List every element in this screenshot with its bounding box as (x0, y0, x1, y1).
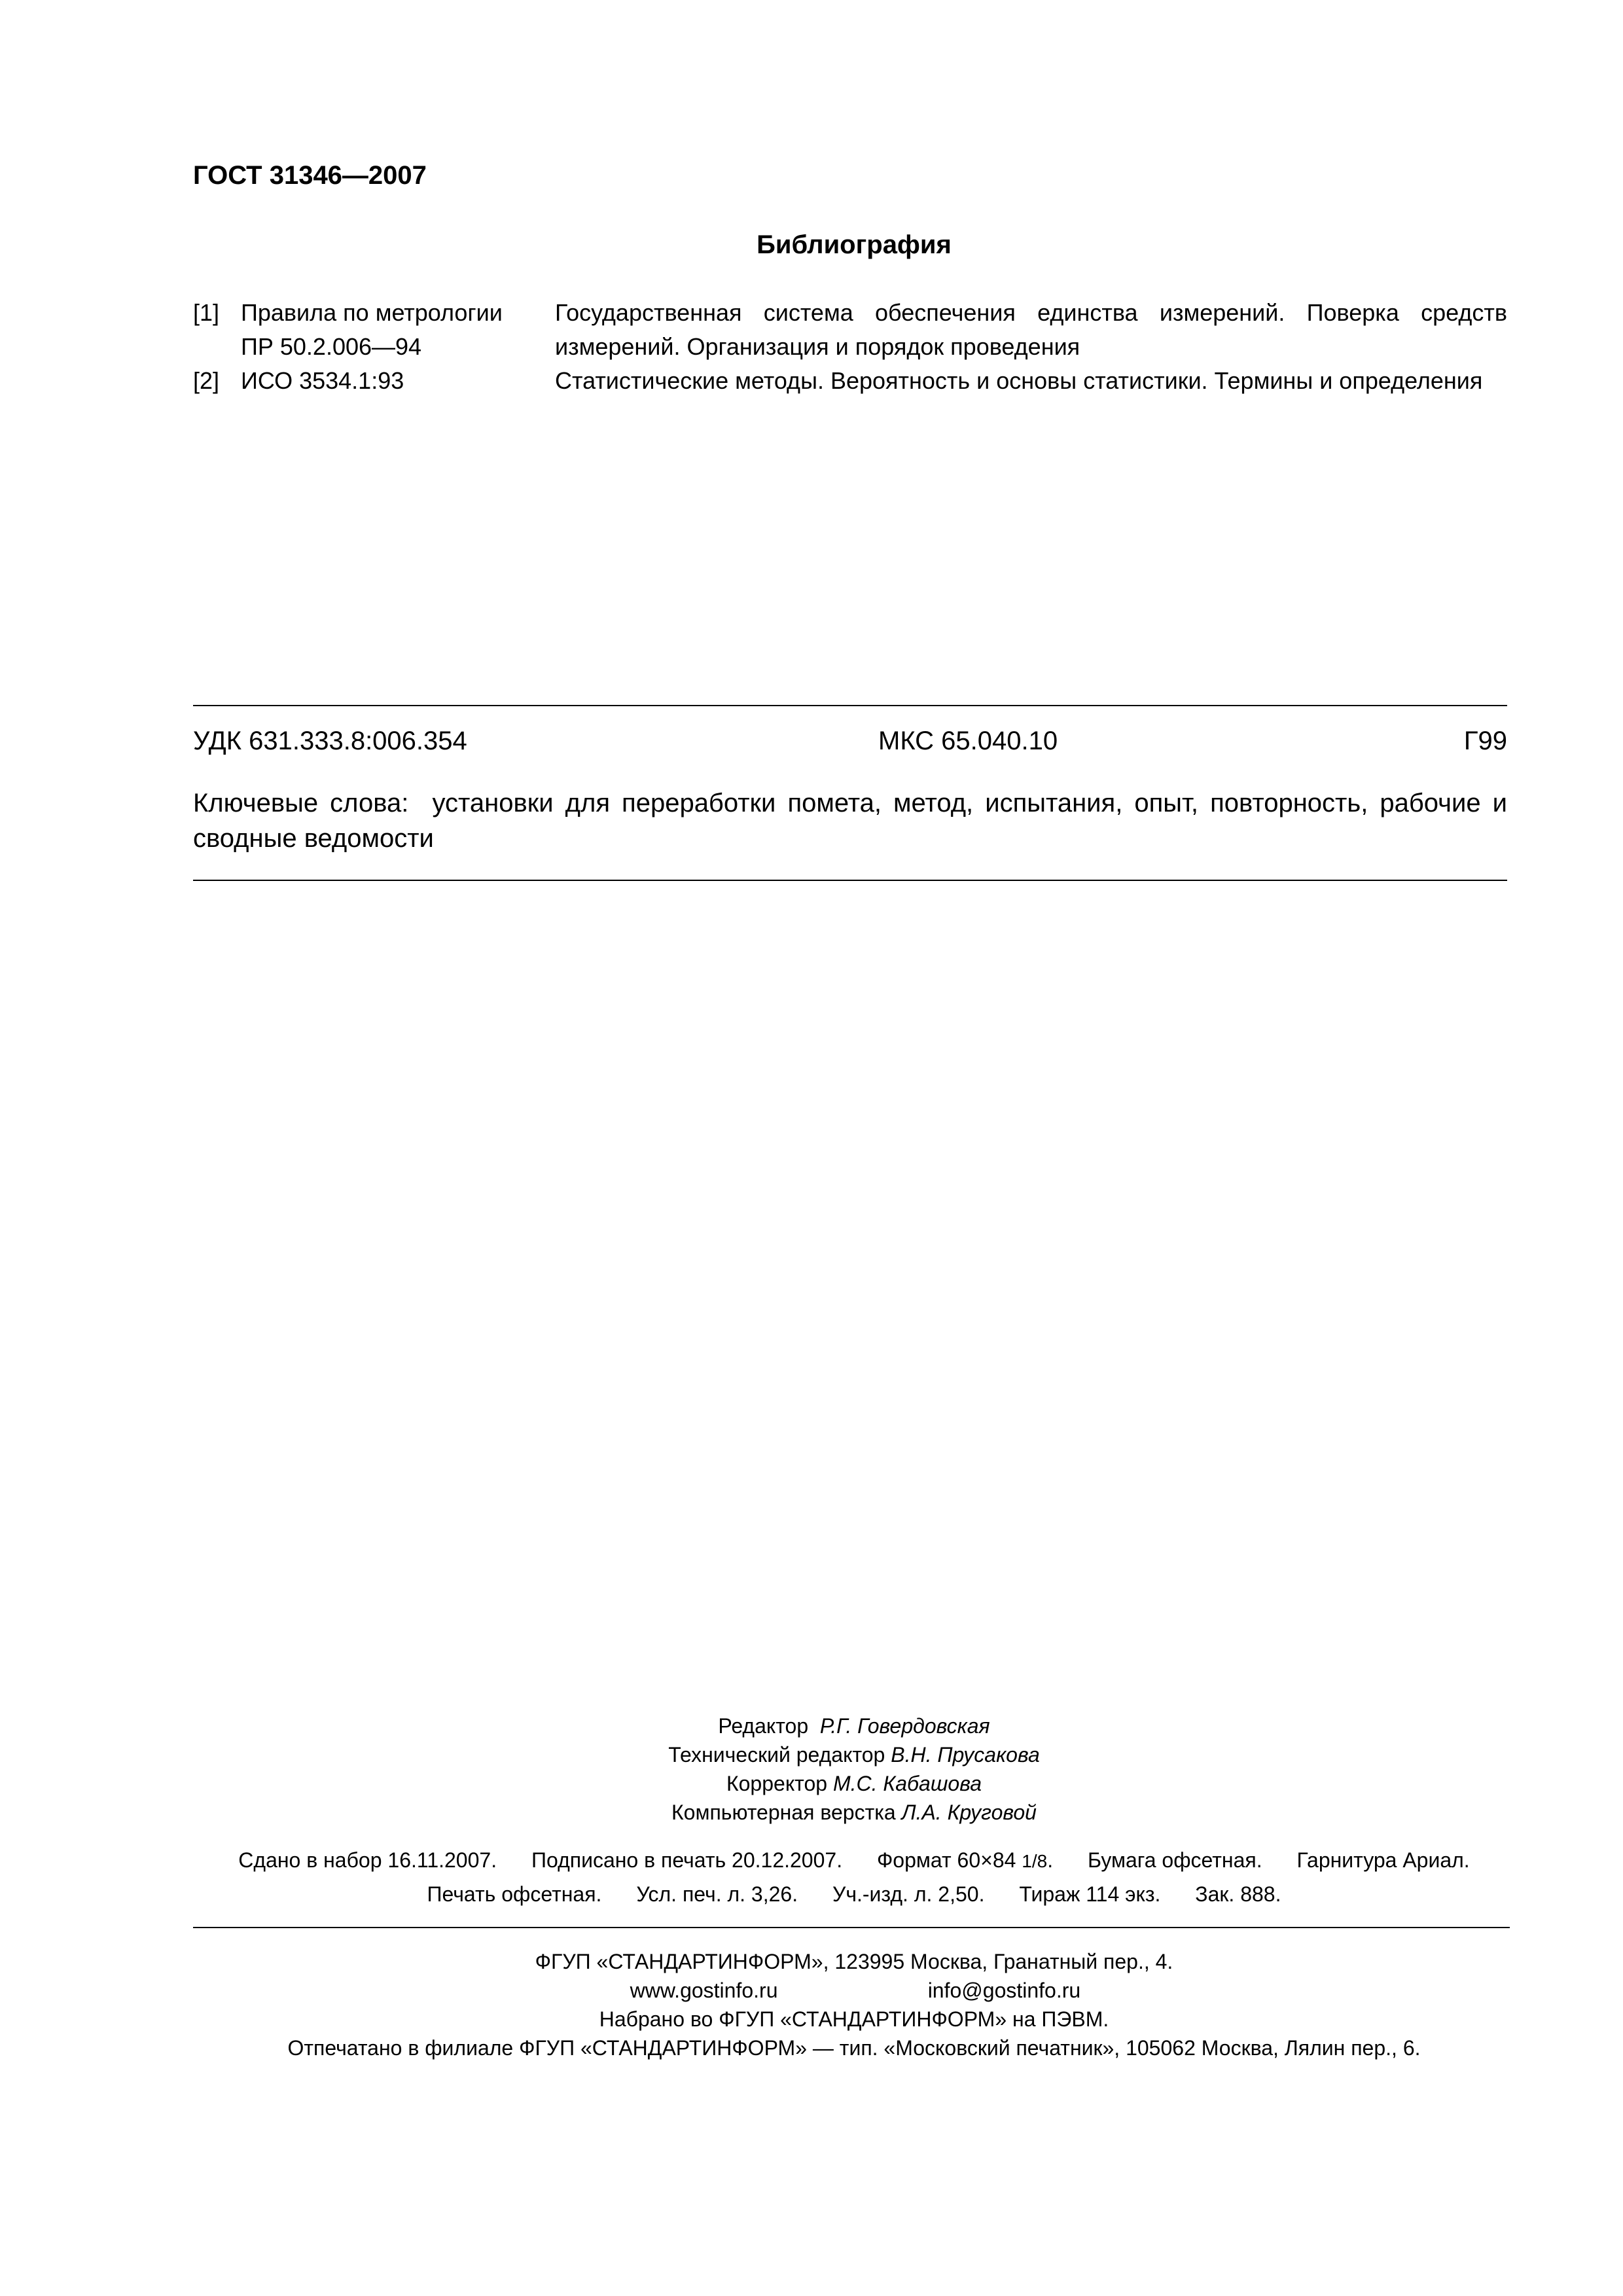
publisher-block (0, 1947, 1623, 2062)
divider-bottom (193, 880, 1507, 881)
credit-role: Компьютерная верстка (671, 1801, 896, 1824)
bibliography-entry-source (241, 364, 555, 398)
publisher-address: ФГУП «СТАНДАРТИНФОРМ», 123995 Москва, Гранатный пер., 4. (535, 1950, 1173, 1973)
bibliography-entry-number: [1] (193, 299, 220, 326)
print-pub-sheets: Уч.-изд. л. 2,50. (832, 1882, 985, 1906)
bibliography-entry-title: Государственная система обеспечения единства измерений. Поверка средств измерений. Организация и порядок проведения (555, 299, 1507, 360)
keywords-label: Ключевые слова: (193, 789, 409, 817)
credit-role: Корректор (726, 1772, 828, 1795)
keywords-text: установки для переработки помета, метод, испытания, опыт, повторность, рабочие и сводные ведомости (193, 789, 1507, 853)
print-circulation: Тираж 114 экз. (1019, 1882, 1161, 1906)
publisher-contacts (0, 1976, 1623, 2005)
okstu-code: Г99 (1463, 726, 1507, 755)
print-info-line-2 (0, 1880, 1623, 1909)
publisher-typeset: Набрано во ФГУП «СТАНДАРТИНФОРМ» на ПЭВМ. (599, 2007, 1109, 2031)
print-order: Зак. 888. (1195, 1882, 1281, 1906)
bibliography-title: Библиография (757, 230, 952, 259)
print-conv-sheets: Усл. печ. л. 3,26. (636, 1882, 798, 1906)
publisher-website[interactable]: www.gostinfo.ru (630, 1979, 778, 2002)
print-signed: Подписано в печать 20.12.2007. (531, 1848, 843, 1872)
credit-tech-editor (0, 1740, 1623, 1769)
credit-name: М.С. Кабашова (832, 1772, 982, 1795)
bibliography-entry (193, 364, 1507, 432)
print-paper: Бумага офсетная. (1088, 1848, 1262, 1872)
divider-top (193, 705, 1507, 706)
credit-layout (0, 1798, 1623, 1827)
bibliography-entry-source-line: Правила по метрологии (241, 299, 503, 326)
keywords (193, 785, 1507, 856)
credit-name: В.Н. Прусакова (891, 1743, 1040, 1767)
credits-block (0, 1712, 1623, 1827)
mks-code: МКС 65.040.10 (878, 726, 1058, 755)
bibliography-entry (193, 296, 1507, 364)
credit-name: Р.Г. Говердовская (819, 1714, 990, 1738)
print-typeface: Гарнитура Ариал. (1296, 1848, 1470, 1872)
credit-editor (0, 1712, 1623, 1740)
print-info-line-1 (0, 1846, 1623, 1876)
bibliography-entry-title: Статистические методы. Вероятность и основы статистики. Термины и определения (555, 367, 1483, 394)
print-format-fraction: 1/8 (1022, 1851, 1048, 1871)
bibliography-entry-source-line: ИСО 3534.1:93 (241, 367, 404, 394)
print-submitted: Сдано в набор 16.11.2007. (238, 1848, 497, 1872)
print-format-prefix: Формат 60×84 (876, 1848, 1016, 1872)
credit-corrector (0, 1769, 1623, 1798)
bibliography-entry-number: [2] (193, 367, 220, 394)
standard-code: ГОСТ 31346—2007 (193, 161, 427, 190)
publisher-email[interactable]: info@gostinfo.ru (927, 1979, 1081, 2002)
bibliography-entry-source-line: ПР 50.2.006—94 (241, 333, 422, 360)
publisher-printed: Отпечатано в филиале ФГУП «СТАНДАРТИНФОРМ» — тип. «Московский печатник», 105062 Москва, Лялин пер., 6. (287, 2036, 1421, 2060)
print-type: Печать офсетная. (427, 1882, 602, 1906)
udk-code: УДК 631.333.8:006.354 (193, 726, 467, 755)
credit-role: Редактор (718, 1714, 809, 1738)
divider-imprint (193, 1927, 1510, 1928)
credit-name: Л.А. Круговой (901, 1801, 1037, 1824)
credit-role: Технический редактор (668, 1743, 885, 1767)
bibliography-entry-source (241, 296, 555, 364)
print-format: Формат 60×84 1/8. (876, 1848, 1054, 1872)
